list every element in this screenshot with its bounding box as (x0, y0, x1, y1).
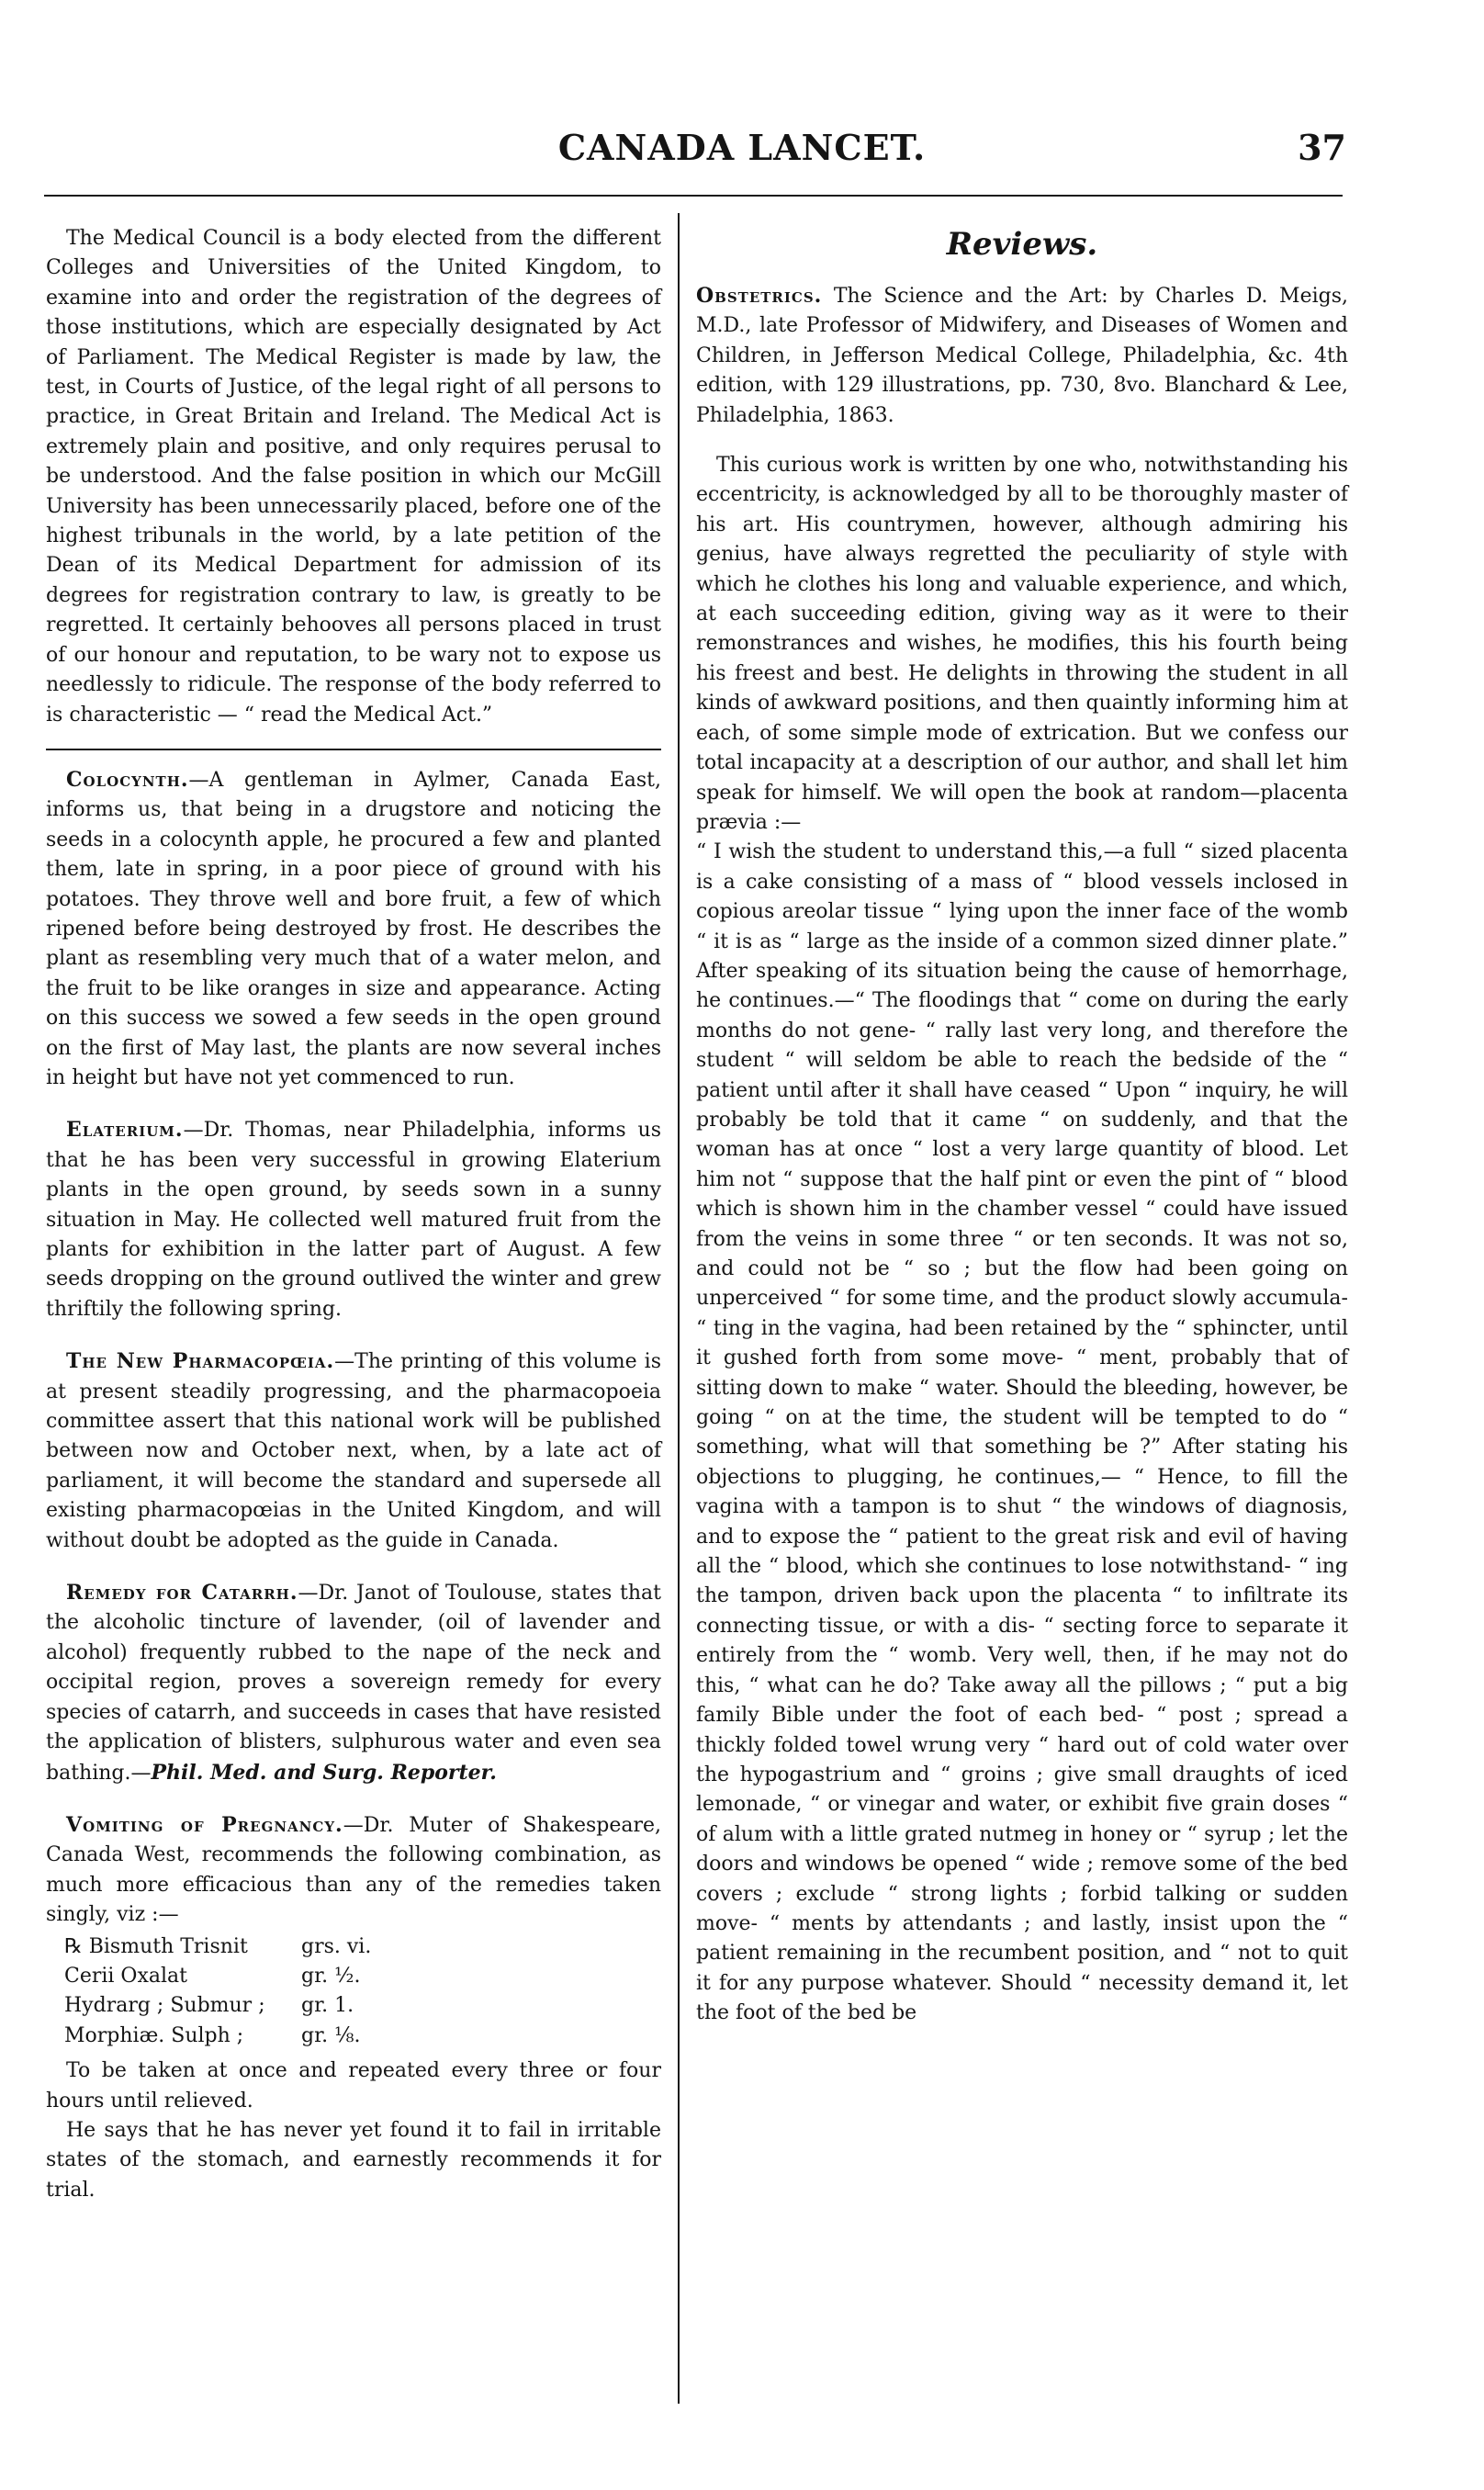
right-column (696, 224, 1348, 2029)
book-citation (696, 281, 1348, 431)
running-title: CANADA LANCET. (557, 127, 927, 168)
colocynth-heading: Colocynth. (66, 767, 189, 792)
catarrh-heading: Remedy for Catarrh. (66, 1581, 298, 1606)
reviews-heading: Reviews. (946, 226, 1098, 263)
pharmacopoeia-heading: The New Pharmacopœia. (66, 1349, 335, 1374)
left-column (46, 224, 661, 2205)
elaterium-text: —Dr. Thomas, near Philadelphia, informs us that he has been very successful in growing Elaterium plants in the open ground, by seeds sown in a sunny situation in May. He collected well matured fruit from the plants for exhibition in the latter part of August. A few seeds dropping on the ground outlived the winter and grew thriftily the following spring. (46, 1119, 661, 1321)
prescription-item (64, 2022, 661, 2051)
page-number: 37 (1298, 127, 1346, 168)
pharmacopoeia-paragraph (46, 1346, 661, 1556)
prescription-dose: gr. 1. (301, 1994, 354, 2018)
prescription-drug: ℞ Bismuth Trisnit (64, 1934, 248, 1958)
review-quotation: “ I wish the student to understand this,—a full “ sized placenta is a cake consisting of a mass of “ blood vessels inclosed in copious areolar tissue “ lying upon the inner face of the womb “ it is as “ large as the inside of a common sized dinner plate.” After speaking of its situation being the cause of hemorrhage, he continues.—“ The floodings that “ come on during the early months do not gene- “ rally last very long, and therefore the student “ will seldom be able to reach the bedside of the “ patient until after it shall have ceased “ Upon “ inquiry, he will probably be told that it came “ on suddenly, and that the woman has at once “ lost a very large quantity of blood. Let him not “ suppose that the half pint or even the pint of “ blood which is shown him in the chamber vessel “ could have issued from the veins in some three “ or ten seconds. It was not so, and could not be “ so ; but the flow had been going on unperceived “ for some time, and the product slowly accumula- “ ting in the vagina, had been retained by the “ sphincter, until it gushed forth from some move- “ ment, probably that of sitting down to make “ water. Should the bleeding, however, be going “ on at the time, the student will be tempted to do “ something, what will that something be ?” After stating his objections to plugging, he continues,— “ Hence, to fill the vagina with a tampon is to shut “ the windows of diagnosis, and to expose the “ patient to the great risk and evil of having all the “ blood, which she continues to lose notwithstand- “ ing the tampon, driven back upon the placenta “ to infiltrate its connecting tissue, or with a dis- “ secting force to separate it entirely from the “ womb. Very well, then, if he may not do this, “ what can he do? Take away all the pillows ; “ put a big family Bible under the foot of each bed- “ post ; spread a thickly folded towel wrung very “ hard out of cold water over the hypogastrium and “ groins ; give small draughts of iced lemonade, “ or vinegar and water, or exhibit five grain doses “ of alum with a little grated nutmeg in honey or “ syrup ; let the doors and windows be opened “ wide ; remove some of the bed covers ; exclude “ strong lights ; forbid talking or sudden move- “ ments by attendants ; and lastly, insist upon the “ patient remaining in the recumbent position, and “ not to quit it for any purpose whatever. Should “ necessity demand it, let the foot of the bed be (696, 840, 1348, 2025)
prescription-item (64, 1932, 661, 1962)
prescription-dose: grs. vi. (301, 1934, 372, 1958)
pharmacopoeia-text: —The printing of this volume is at present steadily progressing, and the pharmacopoeia committee assert that this national work will be published between now and October next, when, by a late act of parliament, it will become the standard and supersede all existing pharmacopœias in the United Kingdom, and will without doubt be adopted as the guide in Canada. (46, 1350, 661, 1552)
citation-text: The Science and the Art: by Charles D. Meigs, M.D., late Professor of Midwifery, and Diseases of Women and Children, in Jefferson Medical College, Philadelphia, &c. 4th edition, with 129 illustrations, pp. 730, 8vo. Blanchard & Lee, Philadelphia, 1863. (696, 285, 1348, 427)
directions-paragraph: To be taken at once and repeated every three or four hours until relieved. (46, 2059, 661, 2113)
prescription-drug: Cerii Oxalat (64, 1964, 187, 1988)
vomiting-paragraph (46, 1810, 661, 1931)
closing-paragraph: He says that he has never yet found it to fail in irritable states of the stomach, and earnestly recommends it for trial. (46, 2118, 661, 2202)
prescription-list (64, 1932, 661, 2052)
prescription-drug: Morphiæ. Sulph ; (64, 2023, 244, 2047)
colocynth-text: —A gentleman in Aylmer, Canada East, informs us, that being in a drugstore and noticing the seeds in a colocynth apple, he procured a few and planted them, late in spring, in a poor piece of ground with his potatoes. They throve well and bore fruit, a few of which ripened before being destroyed by frost. He describes the plant as resembling very much that of a water melon, and the fruit to be like oranges in size and appearance. Acting on this success we sowed a few seeds in the open ground on the first of May last, the plants are now several inches in height but have not yet commenced to run. (46, 768, 661, 1089)
vomiting-text: —Dr. Muter of Shakespeare, Canada West, recommends the following combination, as much more efficacious than any of the remedies taken singly, viz :— (46, 1813, 662, 1927)
section-rule (46, 749, 661, 750)
vomiting-heading: Vomiting of Pregnancy. (66, 1812, 343, 1837)
colocynth-paragraph (46, 765, 661, 1093)
catarrh-text: —Dr. Janot of Toulouse, states that the alcoholic tincture of lavender, (oil of lavender and alcohol) frequently rubbed to the nape of the neck and occipital region, proves a sovereign remedy for every species of catarrh, and succeeds in cases that have resisted the application of blisters, sulphurous water and even sea bathing.— (46, 1582, 661, 1785)
catarrh-paragraph (46, 1578, 661, 1788)
elaterium-heading: Elaterium. (66, 1118, 184, 1143)
prescription-drug: Hydrarg ; Submur ; (64, 1994, 265, 2018)
catarrh-source: Phil. Med. and Surg. Reporter. (151, 1760, 497, 1785)
prescription-dose: gr. ½. (301, 1964, 361, 1988)
column-divider (678, 213, 680, 2404)
prescription-item (64, 1962, 661, 1991)
header-rule (44, 195, 1343, 197)
prescription-item (64, 1991, 661, 2021)
review-intro-paragraph: This curious work is written by one who, notwithstanding his eccentricity, is acknowledged by all to be thoroughly master of his art. His countrymen, however, although admiring his genius, have always regretted the peculiarity of style with which he clothes his long and valuable experience, and which, at each succeeding edition, giving way as it were to their remonstrances and wishes, he modifies, this his fourth being his freest and best. He delights in throwing the student in all kinds of awkward positions, and then quaintly informing him at each, of some simple mode of extrication. But we confess our total incapacity at a description of our author, and shall let him speak for himself. We will open the book at random—placenta prævia :— (696, 454, 1348, 834)
prescription-dose: gr. ⅛. (301, 2023, 361, 2047)
citation-heading: Obstetrics. (696, 284, 823, 308)
medical-council-paragraph: The Medical Council is a body elected from the different Colleges and Universities of the United Kingdom, to examine into and order the registration of the degrees of those institutions, which are especially designated by Act of Parliament. The Medical Register is made by law, the test, in Courts of Justice, of the legal right of all persons to practice, in Great Britain and Ireland. The Medical Act is extremely plain and positive, and only requires perusal to be understood. And the false position in which our McGill University has been unnecessarily placed, before one of the highest tribunals in the world, by a late petition of the Dean of its Medical Department for admission of its degrees for registration contrary to law, is greatly to be regretted. It certainly behooves all persons placed in trust of our honour and reputation, to be wary not to expose us needlessly to ridicule. The response of the body referred to is characteristic — “ read the Medical Act.” (46, 227, 661, 727)
elaterium-paragraph (46, 1115, 661, 1324)
